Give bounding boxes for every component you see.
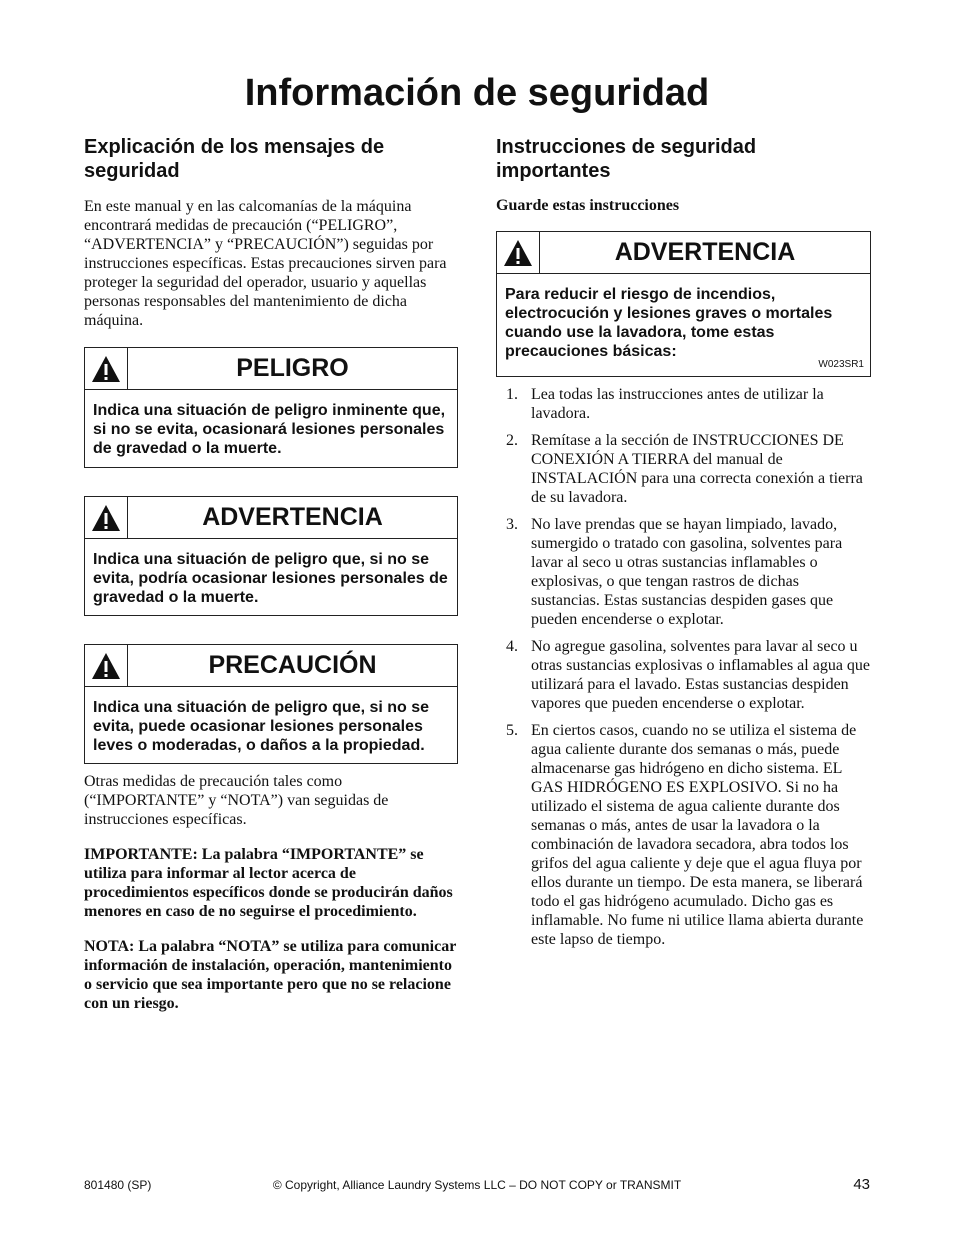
danger-box [84, 347, 458, 468]
list-item: 5. En ciertos casos, cuando no se utiliza el sistema de agua caliente durante dos semanas o más, puede almacenarse gas hidrógeno en dicho sistema. EL GAS HIDRÓGENO ES EXPLOSIVO. Si no ha utilizado el sistema de agua caliente durante dos semanas o más, antes de usar la lavadora o la combinación de lavadora secadora, abra todos los grifos del agua caliente y deje que el agua fluya por ellos durante un tiempo. De esta manera, se liberará todo el gas hidrógeno acumulado. Dicho gas es inflamable. No fume ni utilice llama abierta durante este lapso de tiempo. [506, 722, 864, 948]
doc-number: 801480 (SP) [84, 1178, 152, 1192]
warning-code: W023SR1 [818, 359, 864, 370]
caution-box-title: PRECAUCIÓN [208, 651, 377, 679]
instructions-list [496, 385, 871, 949]
important-paragraph: IMPORTANTE: La palabra “IMPORTANTE” se utiliza para informar al lector acerca de procedimientos específicos donde se producirán daños menores en caso de no seguirse el procedimiento. [84, 846, 453, 920]
page-title: Información de seguridad [244, 72, 710, 114]
list-item: 2. Remítase a la sección de INSTRUCCIONES DE CONEXIÓN A TIERRA del manual de INSTALACIÓN para una correcta conexión a tierra de su lavadora. [506, 432, 863, 506]
other-precautions-paragraph: Otras medidas de precaución tales como (“IMPORTANTE” y “NOTA”) van seguidas de instrucciones específicas. [84, 773, 389, 828]
instructions-warning-box [496, 231, 871, 377]
caution-box-text: Indica una situación de peligro que, si no se evita, puede ocasionar lesiones personales leves o moderadas, o daños a la propiedad. [93, 699, 430, 754]
instructions-warning-title: ADVERTENCIA [614, 238, 796, 266]
warning-triangle-icon [85, 348, 128, 389]
list-item: 4. No agregue gasolina, solventes para lavar al seco u otras sustancias explosivas o inflamables al agua que utilizará para el lavado. Estas sustancias despiden vapores que pueden encenderse o explotar. [506, 638, 871, 712]
page-number: 43 [853, 1176, 870, 1193]
caution-box [84, 644, 458, 764]
danger-box-text: Indica una situación de peligro inminente que, si no se evita, ocasionará lesiones personales de gravedad o la muerte. [93, 402, 446, 457]
intro-paragraph: En este manual y en las calcomanías de la máquina encontrará medidas de precaución (“PELIGRO”, “ADVERTENCIA” y “PRECAUCIÓN”) seguidas por instrucciones específicas. Estas precauciones sirven para proteger la seguridad del operador, usuario y aquellas personas responsables del mantenimiento de dicha máquina. [84, 198, 447, 329]
warning-triangle-icon [85, 497, 128, 538]
right-column [496, 135, 871, 957]
warning-box-text: Indica una situación de peligro que, si no se evita, podría ocasionar lesiones personales de gravedad o la muerte. [93, 551, 448, 606]
warning-box [84, 496, 458, 616]
warning-triangle-icon [85, 645, 128, 686]
copyright-notice: © Copyright, Alliance Laundry Systems LLC – DO NOT COPY or TRANSMIT [272, 1178, 682, 1192]
save-instructions-subheading: Guarde estas instrucciones [496, 197, 680, 214]
danger-box-title: PELIGRO [236, 354, 349, 382]
section-heading-safety-messages: Explicación de los mensajes de seguridad [84, 136, 385, 182]
warning-triangle-icon [497, 232, 540, 273]
warning-box-title: ADVERTENCIA [202, 503, 383, 531]
list-item: 3. No lave prendas que se hayan limpiado, lavado, sumergido o tratado con gasolina, solventes para lavar al seco u otras sustancias inflamables o explosivas, o que tengan rastros de dichas sustancias. Estas sustancias despiden gases que pueden encenderse o explotar. [506, 516, 843, 628]
left-column [84, 135, 458, 1029]
list-item: 1. Lea todas las instrucciones antes de utilizar la lavadora. [506, 386, 824, 422]
note-paragraph: NOTA: La palabra “NOTA” se utiliza para comunicar información de instalación, operación, mantenimiento o servicio que sea importante pero que no se relacione con un riesgo. [84, 938, 456, 1012]
instructions-warning-text: Para reducir el riesgo de incendios, electrocución y lesiones graves o mortales cuando use la lavadora, tome estas precauciones básicas: [505, 286, 833, 360]
section-heading-safety-instructions: Instrucciones de seguridad importantes [496, 136, 757, 182]
